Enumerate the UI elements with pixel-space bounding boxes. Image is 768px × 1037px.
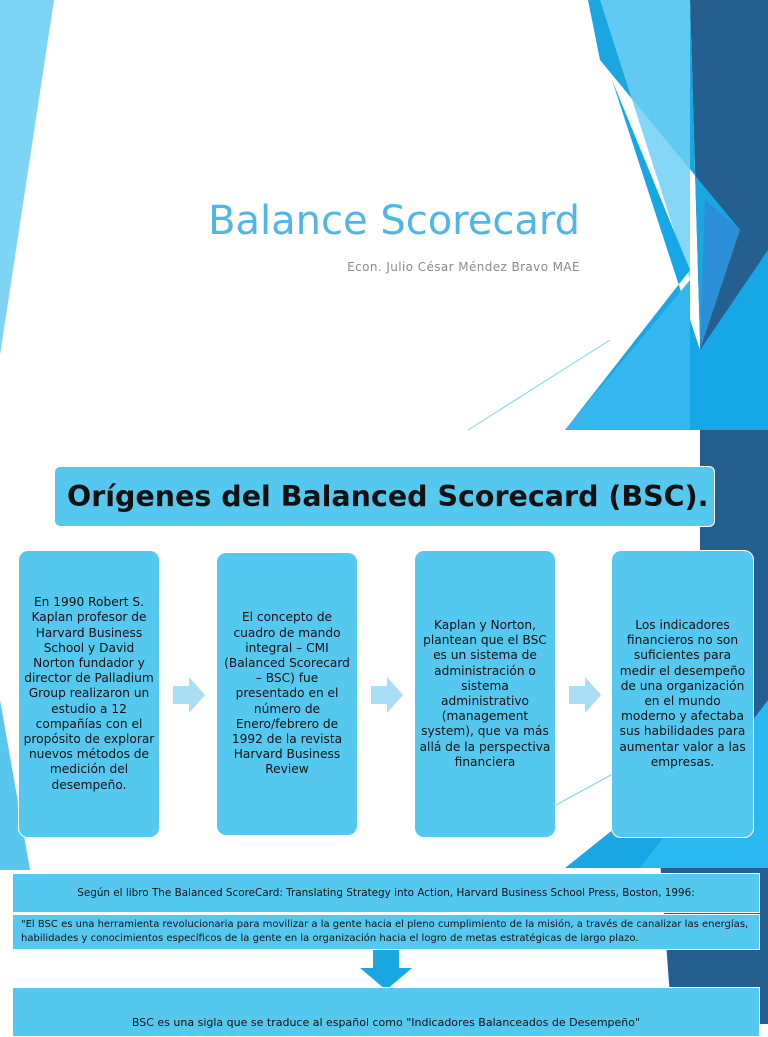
translation-note: BSC es una sigla que se traduce al español como "Indicadores Balanceados de Desempeño" [12,987,760,1037]
process-step-4 [611,550,754,838]
process-step-1 [18,550,160,838]
right-facet-lower [565,280,690,430]
source-note: Según el libro The Balanced ScoreCard: Translating Strategy into Action, Harvard Business School Press, Boston, 1996: [12,873,760,913]
section-heading-box [54,466,715,527]
process-step-2 [216,552,358,836]
section-heading: Orígenes del Balanced Scorecard (BSC). [67,480,709,513]
left-facet-light [0,0,54,355]
process-step-text: El concepto de cuadro de mando integral – CMI (Balanced Scorecard – BSC) fue presentado en el número de Enero/febrero de 1992 de la revista Harvard Business Review [224,610,350,777]
slide-subtitle: Econ. Julio César Méndez Bravo MAE [347,260,580,274]
arrow-down-icon [360,950,412,990]
chevron-right-arrow-icon [569,677,601,713]
definition-quote: "El BSC es una herramienta revolucionaria para movilizar a la gente hacia el pleno cumplimiento de la misión, a través de canalizar las energías, habilidades y conocimientos específicos de la gente en la organización hacia el logro de metas estratégicas de largo plazo. [12,914,760,950]
process-step-text: En 1990 Robert S. Kaplan profesor de Harvard Business School y David Norton fundador y director de Palladium Group realizaron un estudio a 12 compañías con el propósito de explorar nuevos métodos de medición del desempeño. [23,595,155,792]
process-step-3 [414,550,556,838]
chevron-right-arrow-icon [371,677,403,713]
process-step-text: Kaplan y Norton, plantean que el BSC es un sistema de administración o sistema administrativo (management system), que va más allá de la perspectiva financiera [419,617,551,769]
process-step-text: Los indicadores financieros no son suficientes para medir el desempeño de una organización en el mundo moderno y afectaba sus habilidades para aumentar valor a las empresas. [619,617,746,769]
chevron-right-arrow-icon [173,677,205,713]
slide-title: Balance Scorecard [208,198,580,244]
